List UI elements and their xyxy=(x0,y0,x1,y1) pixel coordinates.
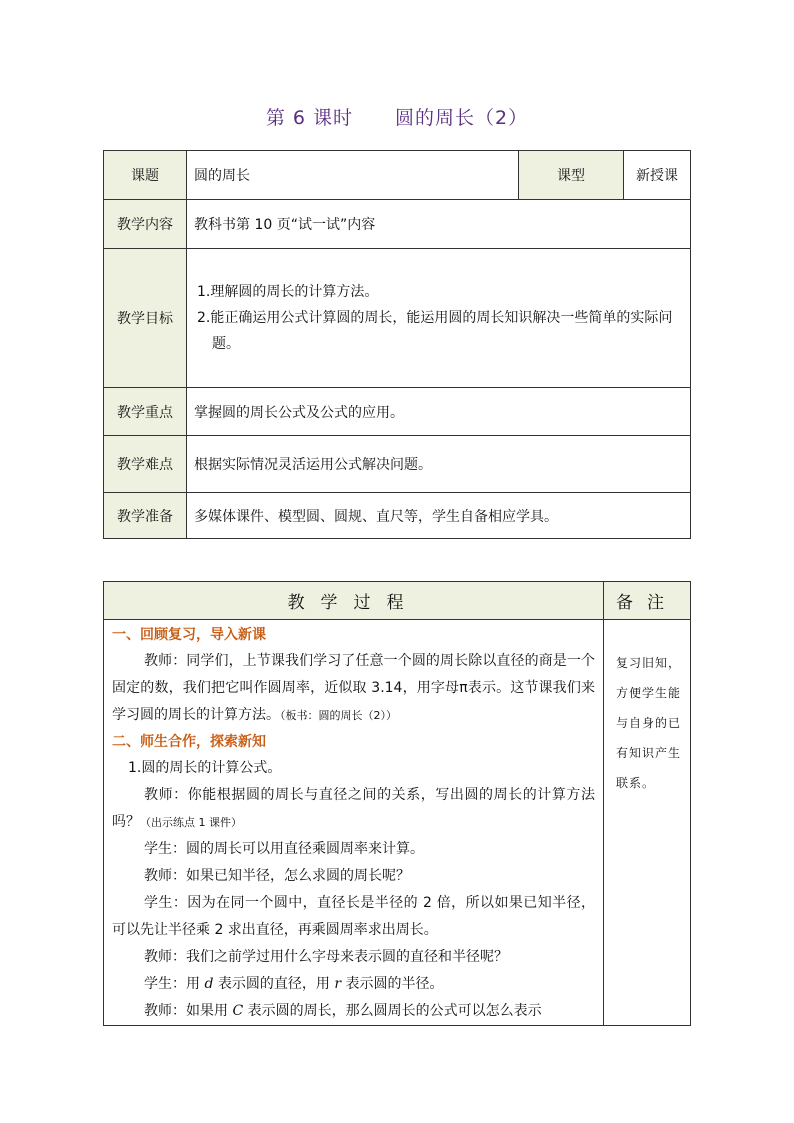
paragraph: 教师：如果已知半径，怎么求圆的周长呢？ xyxy=(144,868,410,884)
paragraph: 学生：圆的周长可以用直径乘圆周率来计算。 xyxy=(144,841,424,857)
paragraph-text: 教师：同学们，上节课我们学习了任意一个圆的周长除以直径的商是一个固定的数，我们把它叫作圆周率，近似取 3.14，用字母π表示。这节课我们来学习圆的周长的计算方法。 xyxy=(112,653,595,723)
paragraph xyxy=(112,782,595,836)
prep-label: 教学准备 xyxy=(104,493,187,539)
prep-value: 多媒体课件、模型圆、圆规、直尺等，学生自备相应学具。 xyxy=(187,493,691,539)
symbol-d: d xyxy=(204,976,214,992)
note-header: 备注 xyxy=(604,582,691,620)
difficulty-label: 教学难点 xyxy=(104,436,187,493)
paragraph: 学生：因为在同一个圆中，直径长是半径的 2 倍，所以如果已知半径，可以先让半径乘 2 求出直径，再乘圆周率求出周长。 xyxy=(112,895,595,938)
text-run: 学生：用 xyxy=(144,976,205,992)
paragraph xyxy=(112,998,595,1025)
section-title: 一、回顾复习，导入新课 xyxy=(112,627,266,643)
teaching-process-table xyxy=(103,581,691,1026)
key-label: 教学重点 xyxy=(104,388,187,436)
lesson-title: 圆的周长（2） xyxy=(395,107,529,129)
text-run: 教师：如果用 xyxy=(144,1003,233,1019)
key-value: 掌握圆的周长公式及公式的应用。 xyxy=(187,388,691,436)
note-text: 复习旧知，方便学生能与自身的已有知识产生联系。 xyxy=(616,656,682,790)
difficulty-value: 根据实际情况灵活运用公式解决问题。 xyxy=(187,436,691,493)
goal-item: 1.理解圆的周长的计算方法。 xyxy=(197,284,379,300)
text-run: 表示圆的直径，用 xyxy=(213,976,335,992)
type-label: 课型 xyxy=(519,151,624,200)
topic-label: 课题 xyxy=(104,151,187,200)
process-body xyxy=(104,620,604,1026)
page-title xyxy=(0,103,794,130)
paragraph xyxy=(112,971,595,998)
type-value: 新授课 xyxy=(624,151,691,200)
content-label: 教学内容 xyxy=(104,200,187,249)
subsection-title: 1.圆的周长的计算公式。 xyxy=(128,760,282,776)
goals-cell xyxy=(187,249,691,388)
goals-label: 教学目标 xyxy=(104,249,187,388)
goals-list xyxy=(194,279,690,357)
lesson-number: 第 6 课时 xyxy=(265,107,354,129)
text-run: 表示圆的周长，那么圆周长的公式可以怎么表示 xyxy=(243,1003,542,1019)
goal-item: 2.能正确运用公式计算圆的周长，能运用圆的周长知识解决一些简单的实际问题。 xyxy=(197,310,673,352)
note-cell xyxy=(604,620,691,1026)
paragraph xyxy=(112,648,595,729)
process-header: 教学过程 xyxy=(104,582,604,620)
symbol-r: r xyxy=(334,976,342,992)
text-run: 表示圆的半径。 xyxy=(341,976,444,992)
content-value: 教科书第 10 页“试一试”内容 xyxy=(187,200,691,249)
lesson-info-table xyxy=(103,150,691,539)
section-title: 二、师生合作，探索新知 xyxy=(112,734,266,750)
courseware-note: （出示练点 1 课件） xyxy=(140,816,242,829)
topic-value: 圆的周长 xyxy=(187,151,519,200)
paragraph-text: 教师：你能根据圆的周长与直径之间的关系，写出圆的周长的计算方法吗？ xyxy=(112,787,595,830)
symbol-c: C xyxy=(232,1003,244,1019)
board-note: （板书：圆的周长（2）） xyxy=(280,709,397,722)
paragraph: 教师：我们之前学过用什么字母来表示圆的直径和半径呢？ xyxy=(144,949,508,965)
